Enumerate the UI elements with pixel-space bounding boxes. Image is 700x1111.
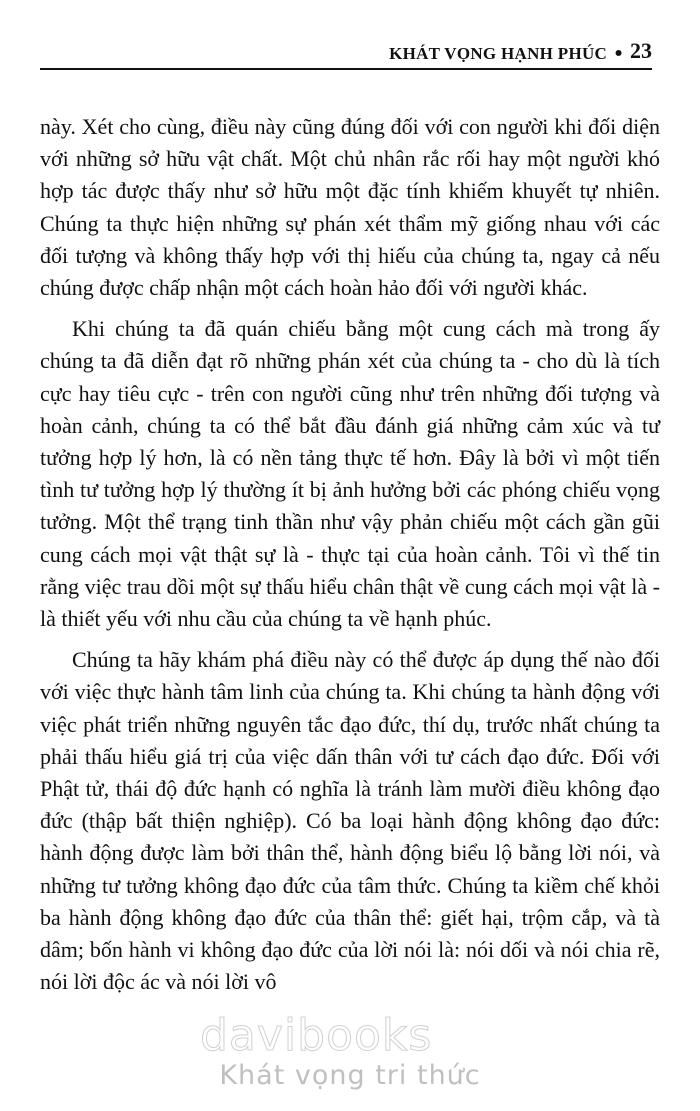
header-separator: •	[613, 44, 624, 64]
watermark-tagline: Khát vọng tri thức	[219, 1060, 481, 1091]
watermark-logo: davibooks	[200, 1010, 433, 1061]
paragraph: Chúng ta hãy khám phá điều này có thể được áp dụng thế nào đối với việc thực hành tâm linh của chúng ta. Khi chúng ta hành động với việc phát triển những nguyên tắc đạo đức, thí dụ, trước nhất chúng ta phải thấu hiểu giá trị của việc dấn thân với tư cách đạo đức. Đối với Phật tử, thái độ đức hạnh có nghĩa là tránh làm mười điều không đạo đức (thập bất thiện nghiệp). Có ba loại hành động không đạo đức: hành động được làm bởi thân thể, hành động biểu lộ bằng lời nói, và những tư tưởng không đạo đức của tâm thức. Chúng ta kiềm chế khỏi ba hành động không đạo đức của thân thể: giết hại, trộm cắp, và tà dâm; bốn hành vi không đạo đức của lời nói là: nói dối và nói chia rẽ, nói lời độc ác và nói lời vô	[40, 647, 660, 995]
page-number: 23	[630, 38, 652, 63]
running-header	[40, 40, 652, 70]
page-body	[40, 111, 660, 1007]
paragraph: Khi chúng ta đã quán chiếu bằng một cung cách mà trong ấy chúng ta đã diễn đạt rõ những phán xét của chúng ta - cho dù là tích cực hay tiêu cực - trên con người cũng như trên những đối tượng và hoàn cảnh, chúng ta có thể bắt đầu đánh giá những cảm xúc và tư tưởng hợp lý hơn, là có nền tảng thực tế hơn. Đây là bởi vì một tiến tình tư tưởng hợp lý thường ít bị ảnh hưởng bởi các phóng chiếu vọng tưởng. Một thể trạng tinh thần như vậy phản chiếu một cách gần gũi cung cách mọi vật thật sự là - thực tại của hoàn cảnh. Tôi vì thế tin rằng việc trau dồi một sự thấu hiểu chân thật về cung cách mọi vật là - là thiết yếu với nhu cầu của chúng ta về hạnh phúc.	[40, 316, 660, 632]
running-title: KHÁT VỌNG HẠNH PHÚC	[389, 44, 608, 63]
paragraph: này. Xét cho cùng, điều này cũng đúng đối với con người khi đối diện với những sở hữu vật chất. Một chủ nhân rắc rối hay một người khó hợp tác được thấy như sở hữu một đặc tính khiếm khuyết tự nhiên. Chúng ta thực hiện những sự phán xét thẩm mỹ giống nhau với các đối tượng và không thấy hợp với thị hiếu của chúng ta, ngay cả nếu chúng được chấp nhận một cách hoàn hảo đối với người khác.	[40, 114, 660, 301]
